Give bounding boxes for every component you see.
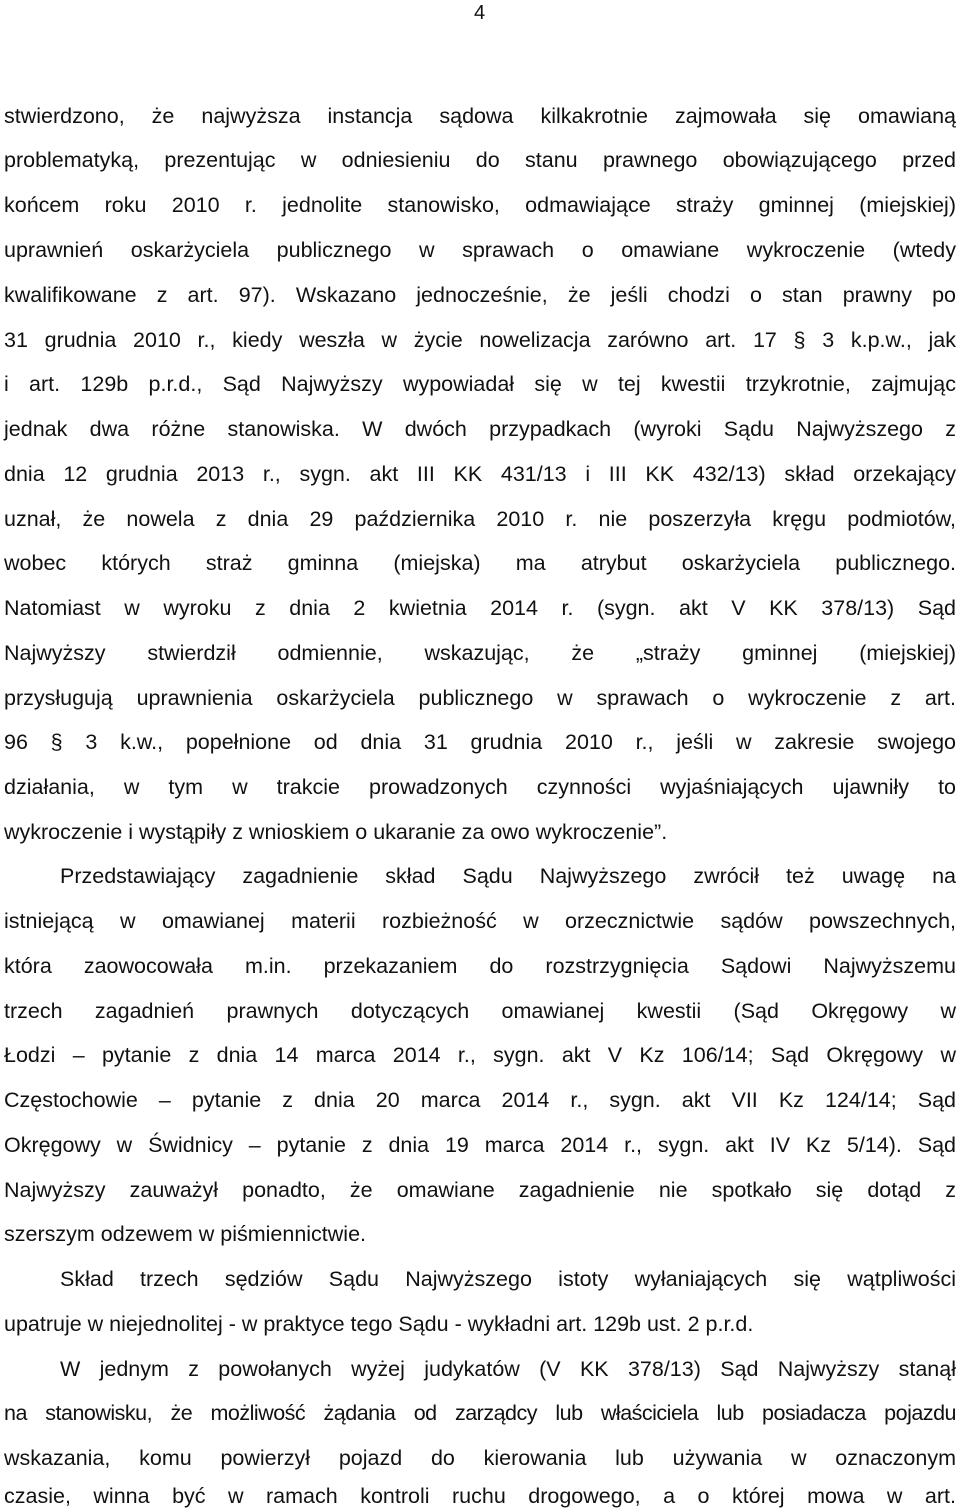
text-line: uznał, że nowela z dnia 29 października 2010 r. nie poszerzyła kręgu podmiotów,: [4, 507, 956, 531]
text-line: Natomiast w wyroku z dnia 2 kwietnia 2014 r. (sygn. akt V KK 378/13) Sąd: [4, 596, 956, 620]
text-line: Najwyższy zauważył ponadto, że omawiane zagadnienie nie spotkało się dotąd z: [4, 1178, 956, 1202]
text-line: kwalifikowane z art. 97). Wskazano jednocześnie, że jeśli chodzi o stan prawny po: [4, 283, 956, 307]
text-line: na stanowisku, że możliwość żądania od zarządcy lub właściciela lub posiadacza pojazdu: [4, 1401, 956, 1425]
text-line: jednak dwa różne stanowiska. W dwóch przypadkach (wyroki Sądu Najwyższego z: [4, 417, 956, 441]
text-line: wobec których straż gminna (miejska) ma atrybut oskarżyciela publicznego.: [4, 551, 956, 575]
text-line: W jednym z powołanych wyżej judykatów (V KK 378/13) Sąd Najwyższy stanął: [60, 1357, 956, 1381]
text-line: uprawnień oskarżyciela publicznego w sprawach o omawiane wykroczenie (wtedy: [4, 238, 956, 262]
text-line: szerszym odzewem w piśmiennictwie.: [4, 1222, 367, 1246]
text-line: działania, w tym w trakcie prowadzonych czynności wyjaśniających ujawniły to: [4, 775, 956, 799]
text-line: istniejącą w omawianej materii rozbieżność w orzecznictwie sądów powszechnych,: [4, 909, 956, 933]
text-line: końcem roku 2010 r. jednolite stanowisko, odmawiające straży gminnej (miejskiej): [4, 193, 956, 217]
text-line: Najwyższy stwierdził odmiennie, wskazując, że „straży gminnej (miejskiej): [4, 641, 956, 665]
text-line: Przedstawiający zagadnienie skład Sądu Najwyższego zwrócił też uwagę na: [60, 864, 956, 888]
text-line: Skład trzech sędziów Sądu Najwyższego istoty wyłaniających się wątpliwości: [60, 1267, 956, 1291]
text-line: która zaowocowała m.in. przekazaniem do rozstrzygnięcia Sądowi Najwyższemu: [4, 954, 956, 978]
text-line: i art. 129b p.r.d., Sąd Najwyższy wypowiadał się w tej kwestii trzykrotnie, zajmując: [4, 372, 956, 396]
text-line: Częstochowie – pytanie z dnia 20 marca 2014 r., sygn. akt VII Kz 124/14; Sąd: [4, 1088, 956, 1112]
text-line: Łodzi – pytanie z dnia 14 marca 2014 r., sygn. akt V Kz 106/14; Sąd Okręgowy w: [4, 1043, 956, 1067]
text-line: wskazania, komu powierzył pojazd do kierowania lub używania w oznaczonym: [4, 1446, 956, 1470]
text-line: trzech zagadnień prawnych dotyczących omawianej kwestii (Sąd Okręgowy w: [4, 999, 956, 1023]
text-line: stwierdzono, że najwyższa instancja sądowa kilkakrotnie zajmowała się omawianą: [4, 104, 956, 128]
text-line: dnia 12 grudnia 2013 r., sygn. akt III KK 431/13 i III KK 432/13) skład orzekający: [4, 462, 956, 486]
text-line: przysługują uprawnienia oskarżyciela publicznego w sprawach o wykroczenie z art.: [4, 686, 956, 710]
text-line: Okręgowy w Świdnicy – pytanie z dnia 19 marca 2014 r., sygn. akt IV Kz 5/14). Sąd: [4, 1133, 956, 1157]
text-line: wykroczenie i wystąpiły z wnioskiem o ukaranie za owo wykroczenie”.: [4, 820, 668, 844]
text-line: 96 § 3 k.w., popełnione od dnia 31 grudnia 2010 r., jeśli w zakresie swojego: [4, 730, 956, 754]
text-line: problematyką, prezentując w odniesieniu do stanu prawnego obowiązującego przed: [4, 148, 956, 172]
page-number: 4: [474, 2, 486, 24]
text-line: 31 grudnia 2010 r., kiedy weszła w życie nowelizacja zarówno art. 17 § 3 k.p.w., jak: [4, 328, 956, 352]
text-line: czasie, winna być w ramach kontroli ruchu drogowego, a o której mowa w art.: [4, 1484, 956, 1508]
text-line: upatruje w niejednolitej - w praktyce tego Sądu - wykładni art. 129b ust. 2 p.r.d.: [4, 1312, 754, 1336]
